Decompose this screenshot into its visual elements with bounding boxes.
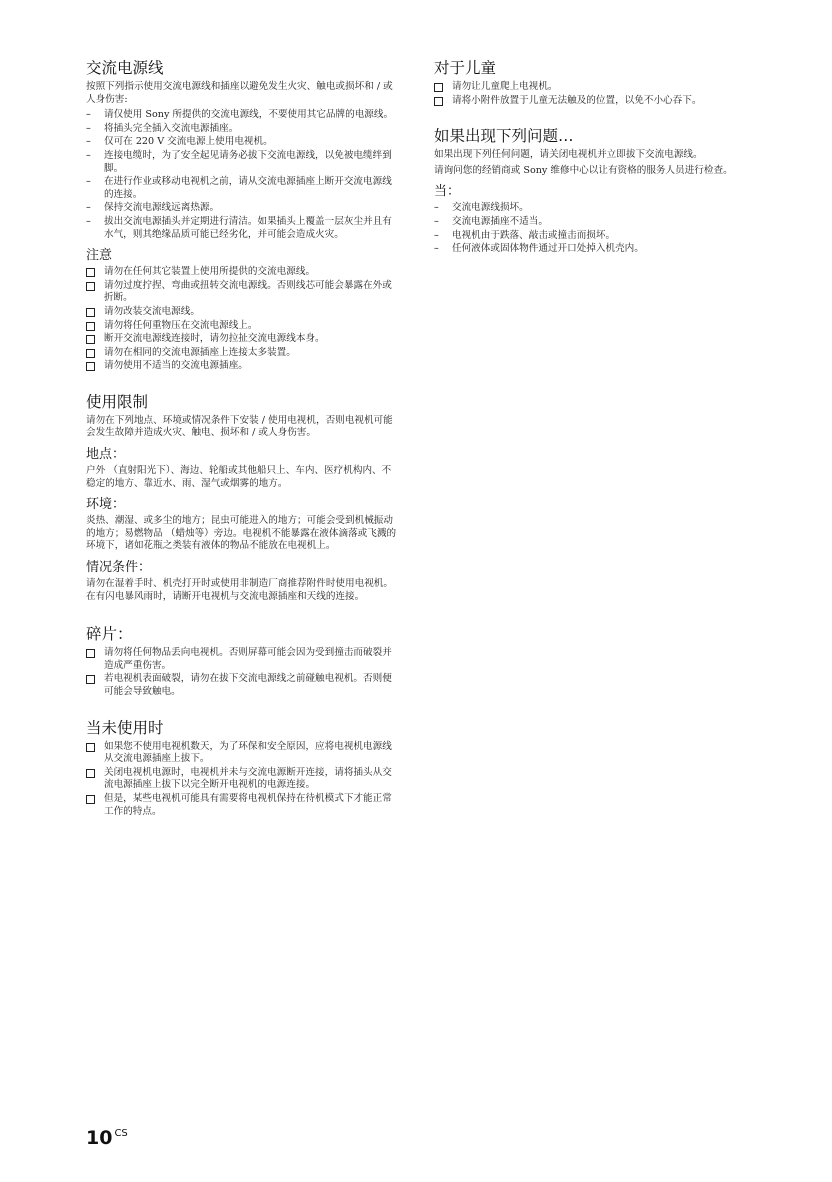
list-item: 请勿改装交流电源线。 <box>86 306 398 319</box>
list-item: – 在进行作业或移动电视机之前，请从交流电源插座上断开交流电源线的连接。 <box>86 176 392 200</box>
dash-bullet: – <box>86 109 91 121</box>
dash-bullet: – <box>434 243 439 255</box>
list-item: – 连接电缆时，为了安全起见请务必拔下交流电源线，以免被电缆绊到脚。 <box>86 149 392 174</box>
checkbox-bullet-icon <box>86 793 100 809</box>
list-item: 请勿让儿童爬上电视机。 <box>434 81 746 94</box>
dash-bullet: – <box>86 136 91 148</box>
power-cord-title: 交流电源线 <box>86 59 164 77</box>
checkbox-bullet-icon <box>86 647 100 663</box>
list-item: – 保持交流电源线远离热源。 <box>86 202 220 214</box>
notes-list <box>86 266 398 373</box>
list-item: – 仅可在 220 V 交流电源上使用电视机。 <box>86 136 273 148</box>
list-item: 若电视机表面破裂，请勿在拔下交流电源线之前碰触电视机。否则便可能会导致触电。 <box>86 673 398 698</box>
list-item: – 电视机由于跌落、敲击或撞击而损坏。 <box>434 229 616 241</box>
list-item: 断开交流电源线连接时，请勿拉扯交流电源线本身。 <box>86 333 398 346</box>
dash-bullet: – <box>434 215 439 227</box>
list-item: – 请仅使用 Sony 所提供的交流电源线，不要使用其它品牌的电源线。 <box>86 109 394 121</box>
checkbox-bullet-icon <box>434 95 448 111</box>
notes-title: 注意 <box>86 248 113 264</box>
list-item: – 交流电源插座不适当。 <box>434 215 548 227</box>
page-number-value: 10 <box>86 1127 113 1149</box>
location-title: 地点： <box>86 447 126 463</box>
children-title: 对于儿童 <box>434 59 497 77</box>
list-item: 请勿将任何物品丢向电视机。否则屏幕可能会因为受到撞击而破裂并造成严重伤害。 <box>86 647 398 672</box>
dash-bullet: – <box>434 229 439 241</box>
power-cord-intro: 按照下列指示使用交流电源线和插座以避免发生火灾、触电或损坏和 / 或人身伤害: <box>86 81 393 105</box>
environment-text: 炎热、潮湿、或多尘的地方；昆虫可能进入的地方；可能会受到机械振动的地方；易燃物品 （蜡烛等）旁边。电视机不能暴露在液体滴落或飞溅的环境下，诸如花瓶之类装有液体的物品不能放在电视机上。 <box>86 515 397 552</box>
list-item: – 拔出交流电源插头并定期进行清洁。如果插头上覆盖一层灰尘并且有水气，则其绝缘品质可能已经劣化，并可能会造成火灾。 <box>86 215 392 240</box>
dash-bullet: – <box>86 149 91 161</box>
restrictions-intro: 请勿在下列地点、环境或情况条件下安装 / 使用电视机，否则电视机可能会发生故障并造成火灾、触电、损坏和 / 或人身伤害。 <box>86 414 393 439</box>
list-item: 请将小附件放置于儿童无法触及的位置，以免不小心吞下。 <box>434 95 746 108</box>
dash-bullet: – <box>434 202 439 214</box>
checkbox-bullet-icon <box>86 767 100 783</box>
spacer <box>434 108 746 126</box>
dash-bullet: – <box>86 122 91 134</box>
left-column <box>86 58 398 819</box>
unused-title: 当未使用时 <box>86 718 164 737</box>
language-code: CS <box>114 1128 128 1139</box>
children-list <box>434 81 746 107</box>
list-item: – 任何液体或固体物件通过开口处掉入机壳内。 <box>434 243 644 255</box>
problems-list <box>434 202 746 255</box>
spacer <box>86 606 398 624</box>
debris-list <box>86 647 398 698</box>
checkbox-bullet-icon <box>86 741 100 757</box>
unused-list <box>86 741 398 819</box>
debris-title: 碎片： <box>86 625 133 644</box>
checkbox-bullet-icon <box>86 360 100 376</box>
checkbox-bullet-icon <box>86 280 100 296</box>
power-cord-section <box>86 58 398 241</box>
spacer <box>86 700 398 718</box>
list-item: – 将插头完全插入交流电源插座。 <box>86 122 239 134</box>
restrictions-section <box>86 392 398 603</box>
list-item: – 交流电源线损坏。 <box>434 202 529 214</box>
list-item: 请勿在相同的交流电源插座上连接太多装置。 <box>86 347 398 360</box>
problems-title: 如果出现下列问题… <box>434 127 574 146</box>
list-item: 请勿在任何其它装置上使用所提供的交流电源线。 <box>86 266 398 279</box>
page-number <box>86 1127 128 1149</box>
problems-section <box>434 126 746 256</box>
power-cord-list <box>86 109 398 241</box>
dash-bullet: – <box>86 176 91 188</box>
location-text: 户外 （直射阳光下）、海边、轮船或其他船只上、车内、医疗机构内、不稳定的地方、靠近水、雨、湿气或烟雾的地方。 <box>86 465 392 489</box>
dash-bullet: – <box>86 202 91 214</box>
notes-section <box>86 247 398 373</box>
list-item: 请勿过度拧捏、弯曲或扭转交流电源线。否则线芯可能会暴露在外或折断。 <box>86 280 398 305</box>
list-item: 但是，某些电视机可能具有需要将电视机保持在待机模式下才能正常工作的特点。 <box>86 793 398 818</box>
problems-intro: 如果出现下列任何问题，请关闭电视机并立即拔下交流电源线。 <box>434 149 703 161</box>
list-item: 关闭电视机电源时，电视机并未与交流电源断开连接，请将插头从交流电源插座上拔下以完全断开电视机的电源连接。 <box>86 767 398 792</box>
debris-section <box>86 624 398 698</box>
list-item: 如果您不使用电视机数天，为了环保和安全原因，应将电视机电源线从交流电源插座上拔下。 <box>86 741 398 766</box>
problems-contact: 请询问您的经销商或 Sony 维修中心以让有资格的服务人员进行检查。 <box>434 164 733 176</box>
children-section <box>434 58 746 107</box>
restrictions-title: 使用限制 <box>86 392 149 411</box>
list-item: 请勿将任何重物压在交流电源线上。 <box>86 320 398 333</box>
right-column <box>434 58 746 257</box>
list-item: 请勿使用不适当的交流电源插座。 <box>86 360 398 373</box>
spacer <box>86 374 398 392</box>
situation-title: 情况条件： <box>86 560 152 576</box>
unused-section <box>86 718 398 819</box>
when-title: 当： <box>434 184 461 200</box>
dash-bullet: – <box>86 215 91 227</box>
checkbox-bullet-icon <box>86 673 100 689</box>
environment-title: 环境： <box>86 497 126 513</box>
situation-text: 请勿在湿着手时、机壳打开时或使用非制造厂商推荐附件时使用电视机。在有闪电暴风雨时，请断开电视机与交流电源插座和天线的连接。 <box>86 578 393 602</box>
